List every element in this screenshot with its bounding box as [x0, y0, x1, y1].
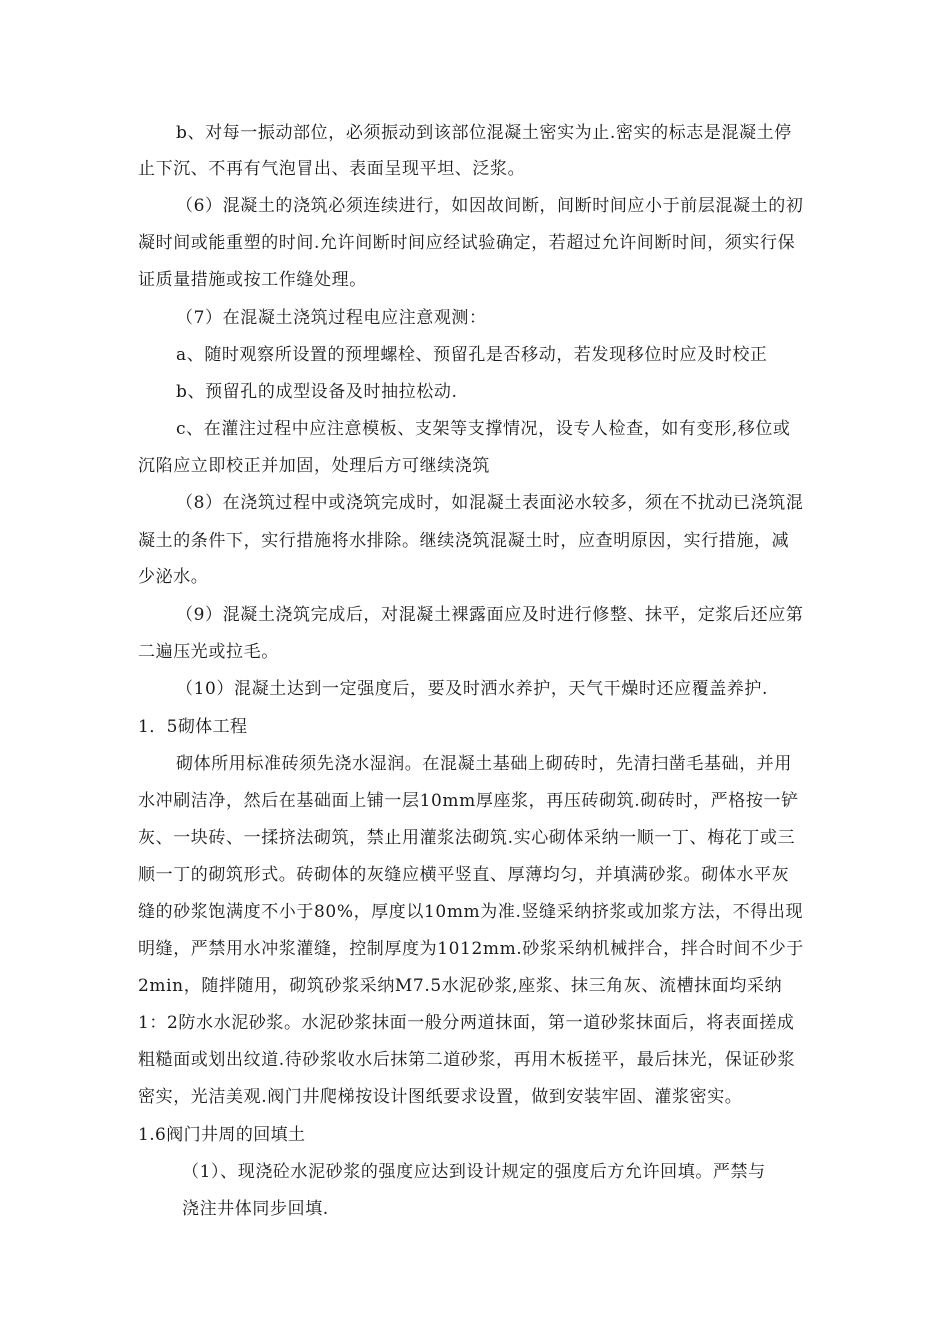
paragraph-line: 粗糙面或划出纹道.待砂浆收水后抹第二道砂浆，再用木板搓平，最后抹光，保证砂浆 — [138, 1050, 796, 1070]
paragraph-line: （7）在混凝土浇筑过程电应注意观测： — [176, 308, 487, 328]
paragraph-line: 凝土的条件下，实行措施将水排除。继续浇筑混凝土时，应查明原因，实行措施，减 — [138, 531, 790, 551]
paragraph-line: 少泌水。 — [138, 567, 209, 587]
paragraph-line: 砌体所用标准砖须先浇水湿润。在混凝土基础上砌砖时，先清扫凿毛基础，并用 — [176, 754, 792, 774]
section-heading-1-5: 1．5砌体工程 — [138, 717, 248, 737]
paragraph-line: 密实，光洁美观.阀门井爬梯按设计图纸要求设置，做到安装牢固、灌浆密实。 — [138, 1087, 743, 1107]
paragraph-line: b、对每一振动部位，必须振动到该部位混凝土密实为止.密实的标志是混凝土停 — [176, 123, 792, 143]
paragraph-line: （1）、现浇砼水泥砂浆的强度应达到设计规定的强度后方允许回填。严禁与 — [182, 1162, 766, 1182]
paragraph-line: 水冲刷洁净，然后在基础面上铺一层10mm厚座浆，再压砖砌筑.砌砖时，严格按一铲 — [138, 791, 799, 811]
paragraph-line: c、在灌注过程中应注意模板、支架等支撑情况，设专人检查，如有变形,移位或 — [176, 419, 791, 439]
paragraph-line: a、随时观察所设置的预埋螺栓、预留孔是否移动，若发现移位时应及时校正 — [176, 345, 768, 365]
paragraph-line: b、预留孔的成型设备及时抽拉松动. — [176, 382, 458, 402]
paragraph-line: 灰、一块砖、一揉挤法砌筑，禁止用灌浆法砌筑.实心砌体采纳一顺一丁、梅花丁或三 — [138, 828, 796, 848]
paragraph-line: （9）混凝土浇筑完成后，对混凝土裸露面应及时进行修整、抹平，定浆后还应第 — [176, 605, 804, 625]
section-heading-1-6: 1.6阀门井周的回填土 — [138, 1125, 306, 1145]
paragraph-line: 2min，随拌随用，砌筑砂浆采纳M7.5水泥砂浆,座浆、抹三角灰、流槽抹面均采纳 — [138, 976, 783, 996]
paragraph-line: 凝时间或能重塑的时间.允许间断时间应经试验确定，若超过允许间断时间，须实行保 — [138, 233, 796, 253]
paragraph-line: 明缝，严禁用水冲浆灌缝，控制厚度为1012mm.砂浆采纳机械拌合，拌合时间不少于 — [138, 939, 804, 959]
paragraph-line: （10）混凝土达到一定强度后，要及时洒水养护，天气干燥时还应覆盖养护. — [176, 679, 769, 699]
paragraph-line: 浇注井体同步回填. — [182, 1199, 329, 1219]
paragraph-line: 止下沉、不再有气泡冒出、表面呈现平坦、泛浆。 — [138, 159, 526, 179]
paragraph-line: 顺一丁的砌筑形式。砖砌体的灰缝应横平竖直、厚薄均匀，并填满砂浆。砌体水平灰 — [138, 865, 790, 885]
paragraph-line: （8）在浇筑过程中或浇筑完成时，如混凝土表面泌水较多，须在不扰动已浇筑混 — [176, 493, 804, 513]
paragraph-line: （6）混凝土的浇筑必须连续进行，如因故间断，间断时间应小于前层混凝土的初 — [176, 196, 804, 216]
paragraph-line: 1：2防水水泥砂浆。水泥砂浆抹面一般分两道抹面，第一道砂浆抹面后，将表面搓成 — [138, 1013, 795, 1033]
paragraph-line: 二遍压光或拉毛。 — [138, 642, 279, 662]
paragraph-line: 沉陷应立即校正并加固，处理后方可继续浇筑 — [138, 456, 490, 476]
paragraph-line: 证质量措施或按工作缝处理。 — [138, 270, 367, 290]
paragraph-line: 缝的砂浆饱满度不小于80%，厚度以10mm为准.竖缝采纳挤浆或加浆方法，不得出现 — [138, 902, 804, 922]
